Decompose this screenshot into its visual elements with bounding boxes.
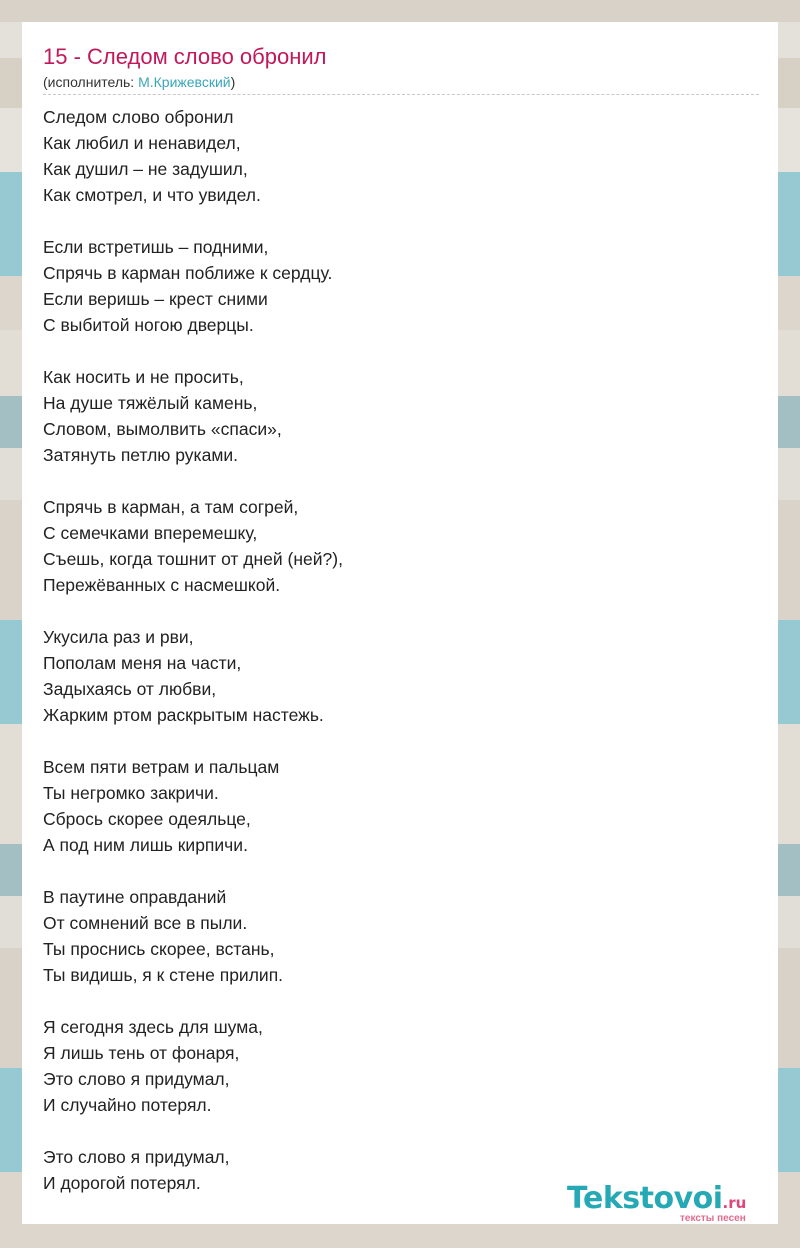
stanza-9 — [43, 1144, 343, 1196]
lyric-line: С семечками вперемешку, — [43, 523, 258, 543]
stanza-2 — [43, 234, 343, 338]
lyric-line: В паутине оправданий — [43, 887, 227, 907]
lyric-line: Следом слово обронил — [43, 107, 234, 127]
lyric-line: На душе тяжёлый камень, — [43, 393, 258, 413]
lyric-line: Как душил – не задушил, — [43, 159, 248, 179]
lyric-line: С выбитой ногою дверцы. — [43, 315, 254, 335]
lyric-line: Я сегодня здесь для шума, — [43, 1017, 263, 1037]
logo-name: Tekstovoi — [567, 1181, 723, 1216]
tekstovoi-logo[interactable] — [567, 1182, 777, 1224]
lyric-line: Ты видишь, я к стене прилип. — [43, 965, 284, 985]
performer-prefix: (исполнитель: — [43, 74, 139, 90]
lyric-line: Укусила раз и рви, — [43, 627, 194, 647]
lyric-line: Спрячь в карман, а там согрей, — [43, 497, 299, 517]
lyric-line: Это слово я придумал, — [43, 1147, 230, 1167]
lyric-line: Всем пяти ветрам и пальцам — [43, 757, 280, 777]
lyric-line: И случайно потерял. — [43, 1095, 212, 1115]
lyric-line: И дорогой потерял. — [43, 1173, 201, 1193]
lyric-line: Если встретишь – подними, — [43, 237, 269, 257]
lyric-line: Съешь, когда тошнит от дней (ней?), — [43, 549, 343, 569]
lyric-line: Если веришь – крест сними — [43, 289, 268, 309]
stanza-8 — [43, 1014, 343, 1118]
logo-tld: .ru — [722, 1194, 747, 1212]
stanza-4 — [43, 494, 343, 598]
song-title: 15 - Следом слово обронил — [43, 44, 327, 69]
performer-suffix: ) — [230, 74, 236, 90]
stanza-6 — [43, 754, 343, 858]
lyric-line: Спрячь в карман поближе к сердцу. — [43, 263, 333, 283]
lyric-line: А под ним лишь кирпичи. — [43, 835, 248, 855]
lyrics-text — [43, 104, 343, 1222]
lyrics-card — [22, 22, 778, 1224]
lyric-line: Ты негромко закричи. — [43, 783, 219, 803]
title-divider — [43, 94, 759, 95]
lyric-line: Как смотрел, и что увидел. — [43, 185, 261, 205]
lyric-line: Сбрось скорее одеяльце, — [43, 809, 251, 829]
lyric-line: Словом, вымолвить «спаси», — [43, 419, 282, 439]
stanza-3 — [43, 364, 343, 468]
logo-tagline: тексты песен — [680, 1213, 746, 1224]
lyric-line: Пополам меня на части, — [43, 653, 242, 673]
lyric-line: Жарким ртом раскрытым настежь. — [43, 705, 324, 725]
lyric-line: Задыхаясь от любви, — [43, 679, 217, 699]
lyric-line: Пережёванных с насмешкой. — [43, 575, 281, 595]
lyric-line: Как любил и ненавидел, — [43, 133, 241, 153]
lyric-line: Я лишь тень от фонаря, — [43, 1043, 240, 1063]
lyric-line: От сомнений все в пыли. — [43, 913, 248, 933]
stanza-5 — [43, 624, 343, 728]
stanza-7 — [43, 884, 343, 988]
lyric-line: Это слово я придумал, — [43, 1069, 230, 1089]
lyric-line: Как носить и не просить, — [43, 367, 244, 387]
performer-line — [43, 74, 235, 90]
stanza-1 — [43, 104, 343, 208]
lyric-line: Ты проснись скорее, встань, — [43, 939, 275, 959]
performer-link[interactable]: М.Крижевский — [138, 74, 231, 90]
lyric-line: Затянуть петлю руками. — [43, 445, 239, 465]
